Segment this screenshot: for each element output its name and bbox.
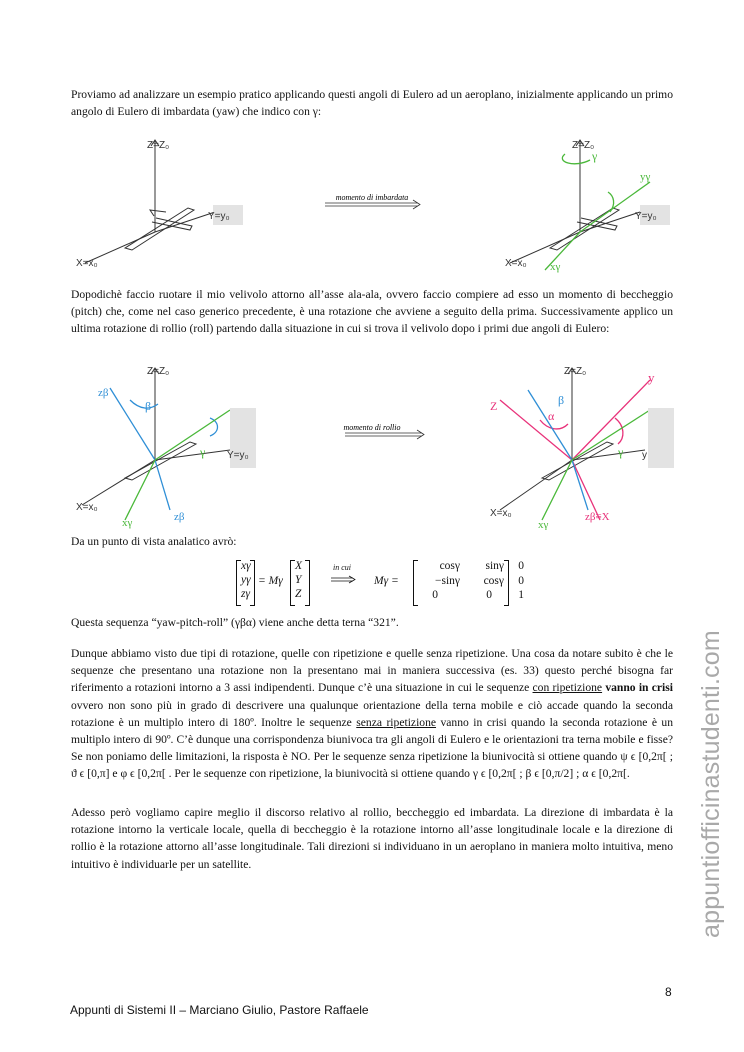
paragraph-intro-yaw: Proviamo ad analizzare un esempio pratico applicando questi angoli di Eulero ad un aeroplano, inizialmente applicando un primo angolo di Eulero di imbardata (yaw) che indico con γ: bbox=[71, 88, 673, 119]
m-21: −sinγ bbox=[435, 574, 460, 587]
arrow-label-imbardata: momento di imbardata bbox=[335, 193, 409, 202]
p5-text-a: Dunque abbiamo visto due tipi di rotazione, quelle con ripetizione e quelle senza ripetizione. Una cosa da notare subito è che le sequenze che presentano una rotazione non la presentano mai in maniera successiva (es. 33) questo perché bisogna far riferimento a rotazioni intorno a 3 assi indipendenti. Dunque c’è una situazione in cui le sequenze bbox=[71, 647, 673, 695]
p5-text-d: vanno in crisi quando la seconda rotazione è un multiplo intero di 90º. C’è dunque una corrispondenza biunivoca tra gli angoli di Eulero e le orientazioni tra terna mobile e fisse? Se non poniamo delle limitazioni, la risposta è NO. Per le sequenze senza ripetizione la biunivocità si ottiene quando ψ ϵ [0,2π[ ; ϑ ϵ [0,π] e φ ϵ [0,2π[ . Per le sequenze con ripetizione, la biunivocità si ottiene quando γ ϵ [0,2π[ ; β ϵ [0,π/2] ; α ϵ [0,2π[. bbox=[71, 715, 674, 781]
figure-yaw-diagram bbox=[70, 130, 674, 280]
figure-roll-diagram bbox=[70, 360, 674, 530]
p5-text-c: ovvero non sono più in grado di descrivere una qualunque orientazione della terna mobile e ciò accade quando la seconda rotazione è un multiplo intero di 180º. Inoltre le sequenze bbox=[71, 698, 673, 729]
lhs-y: yγ bbox=[241, 574, 251, 586]
paragraph-rotation-types bbox=[71, 645, 673, 783]
paragraph-analytic: Da un punto di vista analatico avrò: bbox=[71, 535, 237, 548]
right-gamma-label-2: γ bbox=[618, 445, 624, 459]
p5-underline-con-ripetizione: con ripetizione bbox=[532, 681, 603, 695]
m-32: 0 bbox=[486, 589, 492, 601]
m-31: 0 bbox=[432, 589, 438, 601]
right-blue-axes bbox=[528, 390, 588, 510]
paragraph-321: Questa sequenza “yaw-pitch-roll” (γβα) viene anche detta terna “321”. bbox=[71, 616, 399, 629]
watermark-text: appuntiofficinastudenti.com bbox=[697, 630, 725, 938]
right-z-label: Z=Z₀ bbox=[572, 140, 595, 151]
right-axes-yaw bbox=[510, 140, 640, 263]
arrow-label-rollio: momento di rollio bbox=[343, 423, 401, 432]
lhs-x: xγ bbox=[241, 560, 251, 572]
left-z-label: Z=Z₀ bbox=[147, 140, 170, 151]
implies-arrow-icon bbox=[331, 575, 357, 585]
p5-bold-vanno-in-crisi: vanno in crisi bbox=[605, 681, 673, 695]
y-gamma-label: yγ bbox=[640, 171, 651, 183]
left-y-label-2: Y=y₀ bbox=[227, 450, 249, 461]
m-23: 0 bbox=[518, 574, 524, 587]
right-magenta-z-label: Z bbox=[490, 399, 498, 413]
page-footer: Appunti di Sistemi II – Marciano Giulio, Pastore Raffaele bbox=[70, 1003, 369, 1017]
left-zbeta2-label: zβ bbox=[174, 511, 185, 523]
left-x-label: X=x₀ bbox=[76, 258, 98, 269]
right-beta-label: β bbox=[558, 393, 565, 407]
page-number: 8 bbox=[665, 985, 672, 999]
right-alpha-label: α bbox=[548, 409, 555, 423]
m-33: 1 bbox=[518, 589, 524, 601]
vec-z: Z bbox=[295, 588, 302, 600]
eq-lhs-operator: = Mγ bbox=[258, 575, 283, 587]
m-12: sinγ bbox=[485, 560, 504, 572]
vec-y: Y bbox=[295, 574, 302, 586]
right-green-axes bbox=[542, 410, 650, 520]
matrix-label: Mγ = bbox=[374, 575, 399, 587]
left-z-label-2: Z=Z₀ bbox=[147, 366, 170, 377]
right-x-label: X=x₀ bbox=[505, 258, 527, 269]
lhs-z: zγ bbox=[241, 588, 251, 600]
left-green-axes bbox=[125, 410, 230, 520]
left-zbeta-label: zβ bbox=[98, 387, 109, 399]
xyz-vector bbox=[295, 559, 302, 601]
left-gamma-label: γ bbox=[200, 445, 206, 459]
m-22: cosγ bbox=[483, 574, 504, 587]
left-x-label-2: X=x₀ bbox=[76, 502, 98, 513]
right-axes-roll bbox=[500, 368, 645, 510]
paragraph-pitch-roll: Dopodichè faccio ruotare il mio velivolo attorno all’asse ala-ala, ovvero faccio compiere ad esso un momento di beccheggio (pitch) che, come nel caso generico precedente, è una rotazione che avviene a seguito della prima. Successivamente applico un ultima rotazione di rollio (roll) partendo dalla situazione in cui si trova il velivolo dopo i primi due angoli di Eulero: bbox=[71, 288, 673, 336]
right-xgamma-label: xγ bbox=[538, 519, 549, 530]
left-xgamma-label: xγ bbox=[122, 517, 133, 529]
in-cui-label: in cui bbox=[333, 563, 351, 572]
m-13: 0 bbox=[518, 560, 524, 572]
x-gamma-label: xγ bbox=[550, 261, 561, 273]
right-magenta-axes bbox=[500, 380, 650, 520]
right-x-label-2: X=x₀ bbox=[490, 508, 512, 519]
paragraph-roll-pitch-yaw: Adesso però vogliamo capire meglio il discorso relativo al rollio, beccheggio ed imbardata. La direzione di imbardata è la rotazione intorno la verticale locale, quella di beccheggio è la rotazione intorno all’asse longitudinale locale e la direzione di rollio è la rotazione attorno all’asse longitudinale. Tali direzioni si individuano in un aeroplano in maniera molto intuitiva, meno intuitivo è individuarle per un satellite. bbox=[71, 806, 673, 871]
gamma-label: γ bbox=[592, 149, 598, 163]
left-y-label: Y=y₀ bbox=[208, 211, 230, 222]
right-magenta-y-label: y bbox=[648, 370, 655, 385]
left-beta-label: β bbox=[145, 399, 152, 413]
right-y-label: Y=y₀ bbox=[635, 211, 657, 222]
right-z-label-2: Z=Z₀ bbox=[564, 366, 587, 377]
right-zbeta-equiv-label: zβ≡X bbox=[585, 511, 610, 523]
m-11: cosγ bbox=[439, 560, 460, 572]
left-axes-yaw bbox=[85, 140, 215, 263]
p5-underline-senza-ripetizione: senza ripetizione bbox=[356, 715, 437, 729]
right-y-label-2: y bbox=[642, 450, 647, 461]
vec-x: X bbox=[295, 560, 303, 572]
